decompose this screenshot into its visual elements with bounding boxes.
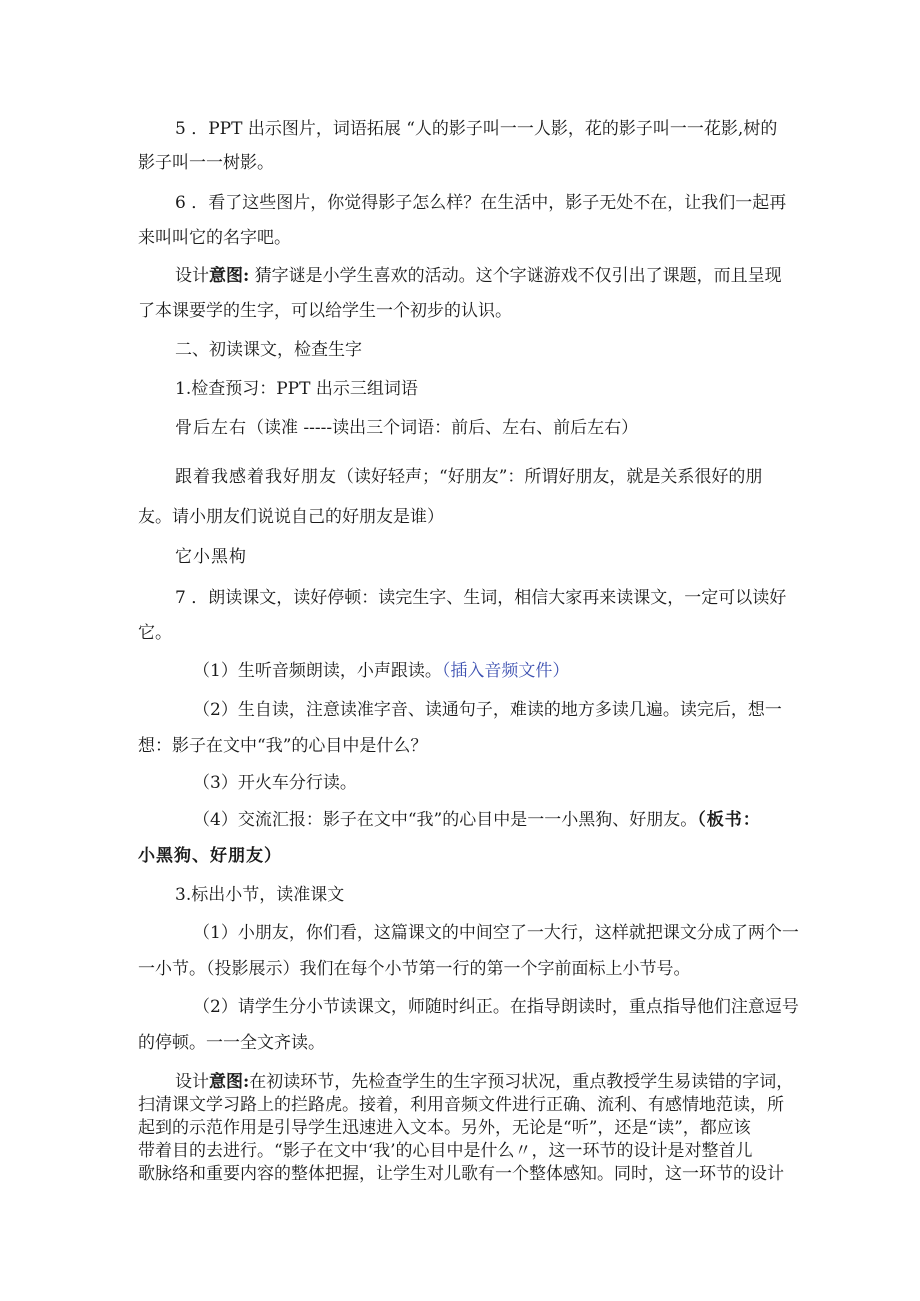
design-intent-1-line1 [175, 265, 782, 287]
item7-sub4-line1 [193, 809, 761, 831]
item5-line2: 影子叫一一树影。 [138, 153, 274, 173]
item6-line2: 来叫叫它的名字吧。 [138, 228, 291, 248]
item7-sub2-line1: （2）生自读，注意读准字音、读通句子，难读的地方多读几遍。读完后，想一 [193, 700, 782, 720]
design-text: 猜字谜是小学生喜欢的活动。这个字谜游戏不仅引出了课题，而且呈现 [254, 266, 782, 286]
design-intent-2-line2: 扫清课文学习路上的拦路虎。接着，利用音频文件进行正确、流利、有感情地范读，所 [138, 1095, 784, 1115]
design-label: 设计 [175, 266, 209, 286]
word-group-2-note: （读好轻声；“好朋友”：所谓好朋友，就是关系很好的朋 [337, 467, 763, 487]
item3-sub2-line2: 的停顿。一一全文齐读。 [138, 1033, 325, 1053]
word-group-2-words: 跟着我感着我好朋友 [175, 467, 337, 487]
blackboard-label: （板书： [697, 810, 761, 830]
insert-audio-link[interactable]: （插入音频文件） [441, 661, 570, 681]
item6-line1: 6 ．看了这些图片，你觉得影子怎么样？在生活中，影子无处不在，让我们一起再 [175, 193, 787, 213]
item7-sub3: （3）开火车分行读。 [193, 773, 357, 793]
item7-line2: 它。 [138, 623, 172, 643]
word-group-3: 它小黑枸 [175, 547, 247, 567]
design-intent-1-line2: 了本课要学的生字，可以给学生一个初步的认识。 [138, 301, 512, 321]
design-intent-2-line4: 带着目的去进行。“影子在文中‘我’的心目中是什么〃，这一环节的设计是对整首儿 [138, 1141, 753, 1161]
item7-sub1-text: （1）生听音频朗读，小声跟读。 [193, 661, 442, 681]
item3-sub2-line1: （2）请学生分小节读课文，师随时纠正。在指导朗读时，重点指导他们注意逗号 [193, 997, 799, 1017]
section-title: 二、初读课文，检查生字 [175, 340, 362, 360]
item7-line1: 7 ．朗读课文，读好停顿：读完生字、生词，相信大家再来读课文，一定可以读好 [175, 588, 787, 608]
design-text: 在初读环节，先检查学生的生字预习状况，重点教授学生易读错的字词， [249, 1072, 794, 1092]
item7-sub4-text: （4）交流汇报：影子在文中“我”的心目中是一一小黑狗、好朋友。 [193, 810, 698, 830]
item3-sub1-line2: 一小节。（投影展示）我们在每个小节第一行的第一个字前面标上小节号。 [138, 959, 691, 979]
item3-sub1-line1: （1）小朋友，你们看，这篇课文的中间空了一大行，这样就把课文分成了两个一 [193, 923, 799, 943]
word-group-2-line2: 友。请小朋友们说说自己的好朋友是谁） [138, 507, 444, 527]
word-group-1 [175, 417, 638, 439]
design-label-bold: 意图: [209, 1072, 250, 1092]
item5-line1: 5 ．PPT 出示图片，词语拓展 “人的影子叫一一人影，花的影子叫一一花影,树的 [175, 119, 778, 139]
design-intent-2-line1 [175, 1071, 793, 1093]
item3-title: 3.标出小节，读准课文 [175, 885, 345, 905]
word-group-2 [175, 466, 762, 488]
item7-sub1 [193, 660, 569, 682]
item7-sub4-line2: 小黑狗、好朋友） [138, 846, 282, 866]
design-label: 设计 [175, 1072, 209, 1092]
item7-sub2-line2: 想：影子在文中“我”的心目中是什么？ [138, 736, 428, 756]
word-group-1-words: 骨后左右 [175, 418, 247, 438]
design-intent-2-line3: 起到的示范作用是引导学生迅速进入文本。另外，无论是“听”，还是“读”，都应该 [138, 1118, 751, 1138]
design-intent-2-line5: 歌脉络和重要内容的整体把握，让学生对儿歌有一个整体感知。同时，这一环节的设计 [138, 1164, 784, 1184]
design-label-bold: 意图: [209, 266, 250, 286]
check-preview-title: 1.检查预习：PPT 出示三组词语 [175, 379, 418, 399]
word-group-1-note: （读准 -----读出三个词语：前后、左右、前后左右） [247, 418, 639, 438]
